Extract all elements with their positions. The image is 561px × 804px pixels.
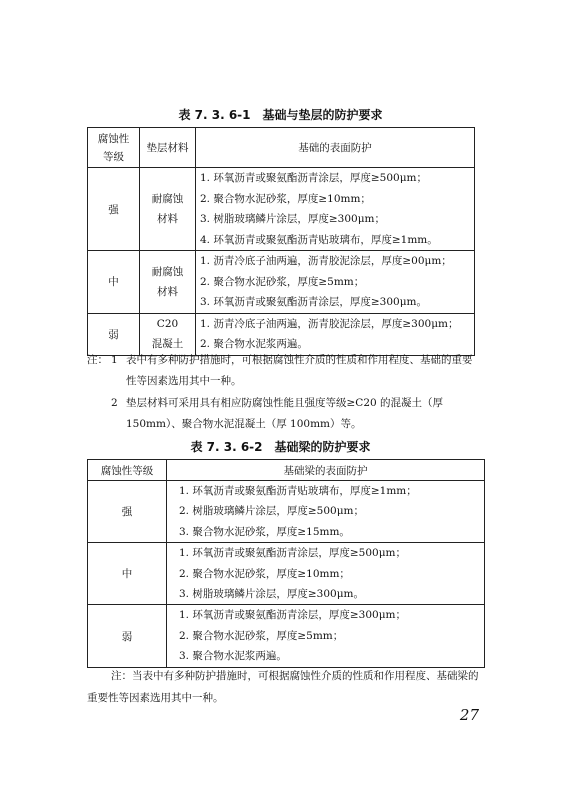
table2-header-level: 腐蚀性等级	[88, 460, 167, 481]
table1-header-material: 垫层材料	[140, 128, 196, 168]
material-cell	[140, 168, 196, 251]
material-line2: 混凝土	[151, 338, 184, 350]
protection-list	[167, 481, 485, 543]
list-item: 2. 聚合物水泥砂浆，厚度≥5mm；	[179, 629, 344, 642]
table1	[87, 127, 475, 356]
material-line1: C20	[156, 318, 179, 330]
list-item: 1. 环氧沥青或聚氨酯沥青贴玻璃布，厚度≥1mm；	[179, 485, 417, 497]
protection-list	[196, 313, 475, 355]
protection-list	[196, 168, 475, 251]
level-cell: 弱	[88, 313, 140, 355]
protection-list	[167, 543, 485, 605]
list-item: 1. 环氧沥青或聚氨酯沥青涂层，厚度≥500μm；	[200, 172, 427, 184]
table1-header-level	[88, 128, 140, 168]
material-line1: 耐腐蚀	[151, 265, 184, 278]
header-level-line1: 腐蚀性	[97, 132, 130, 145]
list-item: 2. 树脂玻璃鳞片涂层，厚度≥500μm；	[179, 505, 364, 518]
table1-header-row	[88, 128, 475, 168]
protection-list	[196, 251, 475, 314]
level-cell: 中	[88, 543, 167, 605]
material-line2: 材料	[157, 213, 178, 225]
list-item: 3. 树脂玻璃鳞片涂层，厚度≥300μm；	[200, 213, 385, 225]
table2-header-row	[88, 460, 485, 481]
table1-note1-line2: 性等因素选用其中一种。	[126, 375, 242, 387]
material-line1: 耐腐蚀	[151, 193, 184, 205]
table1-note2-line2: 150mm）、聚合物水泥混凝土（厚 100mm）等。	[126, 418, 362, 430]
page-number: 27	[459, 706, 479, 724]
table1-note1-number: 1	[111, 354, 118, 366]
protection-list	[167, 605, 485, 667]
table2-title: 表 7. 3. 6-2 基础梁的防护要求	[190, 440, 371, 454]
table1-header-protection: 基础的表面防护	[196, 128, 475, 168]
list-item: 1. 环氧沥青或聚氨酯沥青涂层，厚度≥500μm；	[179, 547, 406, 560]
list-item: 4. 环氧沥青或聚氨酯沥青贴玻璃布，厚度≥1mm。	[200, 233, 438, 246]
header-level-line2: 等级	[103, 150, 124, 163]
table-row	[88, 251, 475, 314]
list-item: 2. 聚合物水泥砂浆，厚度≥5mm；	[200, 275, 365, 288]
list-item: 3. 树脂玻璃鳞片涂层，厚度≥300μm。	[179, 588, 364, 601]
level-cell: 弱	[88, 605, 167, 667]
table1-note-prefix: 注：	[87, 354, 108, 366]
list-item: 3. 聚合物水泥浆两遍。	[179, 650, 287, 663]
table-row	[88, 313, 475, 355]
material-cell	[140, 313, 196, 355]
material-line2: 材料	[157, 285, 178, 298]
material-cell	[140, 251, 196, 314]
level-cell: 强	[88, 168, 140, 251]
table-row	[88, 605, 485, 667]
list-item: 1. 沥青冷底子油两遍，沥青胶泥涂层，厚度≥300μm；	[200, 317, 459, 330]
list-item: 3. 环氧沥青或聚氨酯沥青涂层，厚度≥300μm。	[200, 296, 427, 308]
table-row	[88, 481, 485, 543]
table2-note-line2: 重要性等因素选用其中一种。	[87, 692, 224, 704]
list-item: 2. 聚合物水泥砂浆，厚度≥10mm；	[200, 192, 371, 205]
level-cell: 中	[88, 251, 140, 314]
table1-title: 表 7. 3. 6-1 基础与垫层的防护要求	[178, 108, 383, 122]
list-item: 3. 聚合物水泥砂浆，厚度≥15mm。	[179, 525, 350, 538]
table-row	[88, 543, 485, 605]
table1-note1-line1: 表中有多种防护措施时，可根据腐蚀性介质的性质和作用程度、基础的重要	[126, 354, 473, 366]
list-item: 1. 沥青冷底子油两遍，沥青胶泥涂层，厚度≥00μm；	[200, 255, 452, 267]
table2-header-protection: 基础梁的表面防护	[167, 460, 485, 481]
table2	[87, 459, 485, 668]
table1-note2-line1: 垫层材料可采用具有相应防腐蚀性能且强度等级≥C20 的混凝土（厚	[126, 397, 444, 409]
list-item: 2. 聚合物水泥浆两遍。	[200, 338, 308, 350]
list-item: 2. 聚合物水泥砂浆，厚度≥10mm；	[179, 567, 350, 580]
table1-note2-number: 2	[111, 397, 118, 409]
list-item: 1. 环氧沥青或聚氨酯沥青涂层，厚度≥300μm；	[179, 609, 406, 622]
table2-note-line1: 注：当表中有多种防护措施时，可根据腐蚀性介质的性质和作用程度、基础梁的	[111, 670, 479, 682]
table-row	[88, 168, 475, 251]
level-cell: 强	[88, 481, 167, 543]
